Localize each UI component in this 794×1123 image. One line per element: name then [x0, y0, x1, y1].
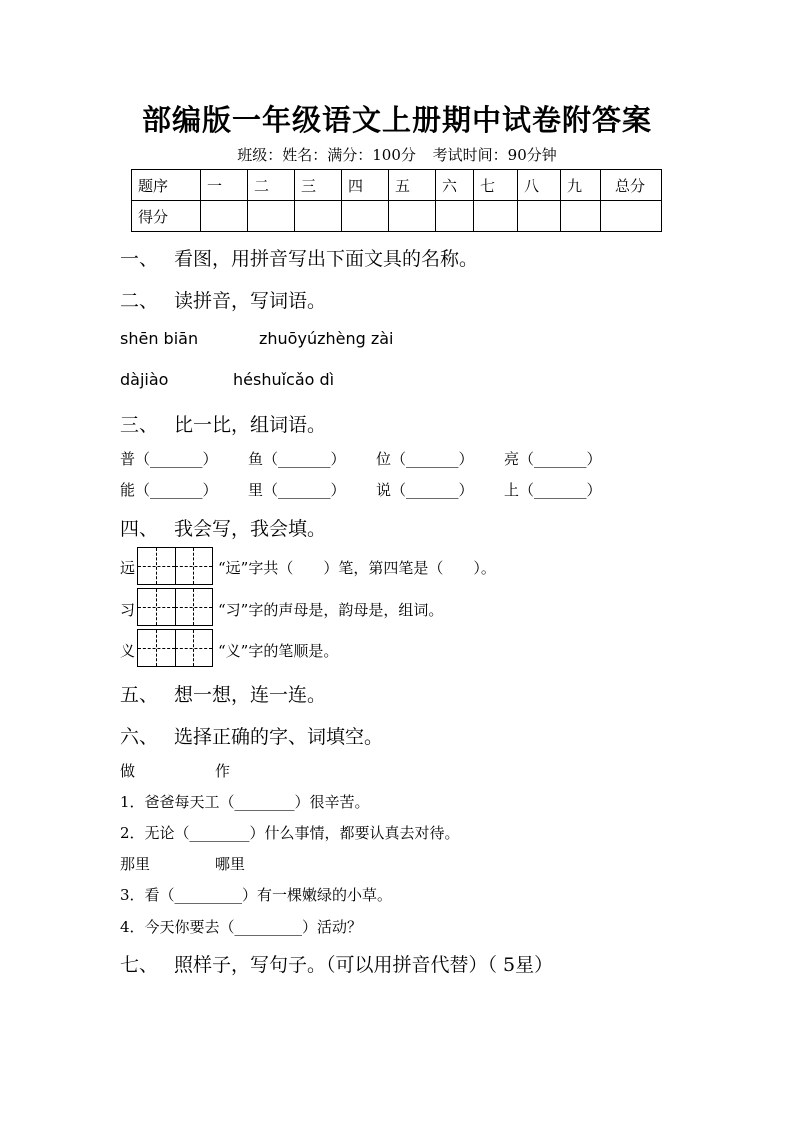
score-cell[interactable] [518, 201, 561, 232]
section-text: 比一比，组词语。 [174, 414, 327, 436]
grid-cell[interactable] [138, 630, 176, 666]
compare-item: 能（_______） [120, 481, 218, 499]
fill-question: 1．爸爸每天工（________）很辛苦。 [120, 793, 370, 811]
word-choice: 那里 [120, 855, 151, 873]
header-cell: 总分 [601, 170, 662, 201]
section-4-heading [120, 514, 326, 541]
section-number: 四、 [120, 518, 159, 540]
header-cell: 三 [295, 170, 342, 201]
practice-char: 远 [120, 559, 136, 577]
grid-cell[interactable] [138, 548, 176, 584]
compare-item: 亮（_______） [504, 450, 602, 468]
practice-char: 习 [120, 601, 136, 619]
grid-cell[interactable] [138, 589, 176, 625]
section-text: 看图，用拼音写出下面文具的名称。 [174, 248, 479, 270]
word-choice: 做 [120, 762, 136, 780]
compare-item: 上（_______） [504, 481, 602, 499]
practice-char: 义 [120, 642, 136, 660]
writing-grid[interactable] [137, 588, 213, 626]
header-cell: 四 [342, 170, 389, 201]
section-number: 五、 [120, 684, 159, 706]
compare-item: 普（_______） [120, 450, 218, 468]
score-cell[interactable] [201, 201, 248, 232]
section-1-heading [120, 244, 478, 271]
header-cell: 六 [436, 170, 474, 201]
section-text: 照样子，写句子。（可以用拼音代替）（ 5星） [174, 954, 554, 976]
word-choice: 作 [215, 762, 231, 780]
score-row-label: 得分 [132, 201, 201, 232]
score-cell[interactable] [248, 201, 295, 232]
score-cell[interactable] [389, 201, 436, 232]
section-number: 六、 [120, 726, 159, 748]
word-choice: 哪里 [215, 855, 246, 873]
write-question: “远”字共（ ）笔，第四笔是（ ）。 [218, 559, 496, 577]
header-cell: 八 [518, 170, 561, 201]
header-cell: 七 [474, 170, 518, 201]
section-6-heading [120, 722, 383, 749]
section-number: 一、 [120, 248, 159, 270]
section-text: 选择正确的字、词填空。 [174, 726, 384, 748]
fill-question: 3．看（_________）有一棵嫩绿的小草。 [120, 886, 393, 904]
section-text: 想一想，连一连。 [174, 684, 327, 706]
section-3-heading [120, 410, 326, 437]
exam-info [0, 144, 794, 165]
header-cell: 一 [201, 170, 248, 201]
writing-grid[interactable] [137, 629, 213, 667]
compare-item: 位（_______） [376, 450, 474, 468]
exam-time: 考试时间：90分钟 [432, 146, 557, 164]
score-table [131, 169, 662, 232]
score-cell[interactable] [295, 201, 342, 232]
score-cell[interactable] [474, 201, 518, 232]
score-cell[interactable] [561, 201, 601, 232]
score-cell[interactable] [601, 201, 662, 232]
score-cell[interactable] [342, 201, 389, 232]
page-title: 部编版一年级语文上册期中试卷附答案 [141, 103, 652, 137]
compare-item: 里（_______） [248, 481, 346, 499]
section-number: 七、 [120, 954, 159, 976]
score-header-row [132, 170, 662, 201]
score-cell[interactable] [436, 201, 474, 232]
header-cell: 二 [248, 170, 295, 201]
write-question: “义”字的笔顺是。 [218, 642, 339, 660]
pinyin-item: zhuōyúzhèng zài [259, 329, 394, 348]
fill-question: 4．今天你要去（_________）活动？ [120, 918, 363, 936]
fill-question: 2．无论（________）什么事情，都要认真去对待。 [120, 824, 460, 842]
grid-cell[interactable] [175, 589, 212, 625]
writing-grid[interactable] [137, 547, 213, 585]
section-5-heading [120, 680, 326, 707]
section-text: 我会写，我会填。 [174, 518, 327, 540]
write-question: “习”字的声母是，韵母是，组词。 [218, 601, 444, 619]
header-cell: 九 [561, 170, 601, 201]
pinyin-item: shēn biān [120, 329, 199, 348]
compare-item: 鱼（_______） [248, 450, 346, 468]
grid-cell[interactable] [175, 548, 212, 584]
header-cell: 五 [389, 170, 436, 201]
section-number: 二、 [120, 290, 159, 312]
pinyin-item: héshuǐcǎo dì [233, 370, 335, 389]
section-2-heading [120, 286, 326, 313]
section-7-heading [120, 950, 553, 977]
section-number: 三、 [120, 414, 159, 436]
grid-cell[interactable] [175, 630, 212, 666]
pinyin-item: dàjiào [120, 370, 169, 389]
compare-item: 说（_______） [376, 481, 474, 499]
score-row [132, 201, 662, 232]
class-name-info: 班级：姓名：满分：100分 [237, 146, 416, 164]
header-cell: 题序 [132, 170, 201, 201]
section-text: 读拼音，写词语。 [174, 290, 327, 312]
